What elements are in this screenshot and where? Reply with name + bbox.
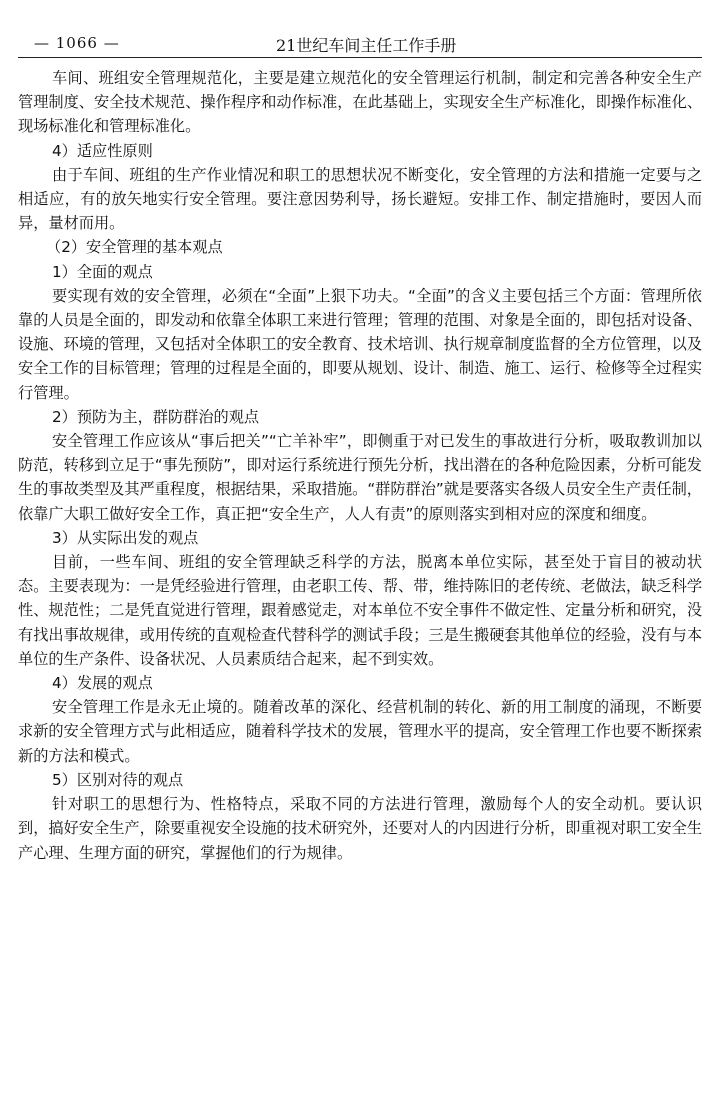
section-heading: 2）预防为主，群防群治的观点 — [52, 407, 260, 426]
page-number: — 1066 — — [34, 34, 120, 52]
section-heading: 1）全面的观点 — [52, 262, 153, 281]
section-heading: 4）适应性原则 — [52, 141, 153, 160]
header-rule — [18, 57, 702, 58]
paragraph: 由于车间、班组的生产作业情况和职工的思想状况不断变化，安全管理的方法和措施一定要与之相适应，有的放矢地实行安全管理。要注意因势利导，扬长避短。安排工作、制定措施时，要因人而异，量材而用。 — [18, 165, 702, 233]
running-title: 21世纪车间主任工作手册 — [276, 36, 457, 55]
paragraph: 目前，一些车间、班组的安全管理缺乏科学的方法，脱离本单位实际，甚至处于盲目的被动状态。主要表现为：一是凭经验进行管理，由老职工传、帮、带，维持陈旧的老传统、老做法，缺乏科学性、规范性；二是凭直觉进行管理，跟着感觉走，对本单位不安全事件不做定性、定量分析和研究，没有找出事故规律，或用传统的直观检查代替科学的测试手段；三是生搬硬套其他单位的经验，没有与本单位的生产条件、设备状况、人员素质结合起来，起不到实效。 — [18, 553, 702, 668]
section-heading: （2）安全管理的基本观点 — [46, 238, 223, 257]
section-heading: 3）从实际出发的观点 — [52, 528, 199, 547]
paragraph: 安全管理工作是永无止境的。随着改革的深化、经营机制的转化、新的用工制度的涌现，不断要求新的安全管理方式与此相适应，随着科学技术的发展，管理水平的提高，安全管理工作也要不断探索新的方法和模式。 — [18, 698, 702, 765]
section-heading: 5）区别对待的观点 — [52, 770, 184, 789]
page-header — [18, 30, 702, 54]
paragraph: 针对职工的思想行为、性格特点，采取不同的方法进行管理，激励每个人的安全动机。要认识到，搞好安全生产，除要重视安全设施的技术研究外，还要对人的内因进行分析，即重视对职工安全生产心理、生理方面的研究，掌握他们的行为规律。 — [18, 795, 702, 862]
paragraph: 车间、班组安全管理规范化，主要是建立规范化的安全管理运行机制，制定和完善各种安全生产管理制度、安全技术规范、操作程序和动作标准，在此基础上，实现安全生产标准化，即操作标准化、现场标准化和管理标准化。 — [18, 69, 702, 136]
section-heading: 4）发展的观点 — [52, 674, 153, 693]
paragraph: 安全管理工作应该从“事后把关”“亡羊补牢”，即侧重于对已发生的事故进行分析，吸取教训加以防范，转移到立足于“事先预防”，即对运行系统进行预先分析，找出潜在的各种危险因素，分析可能发生的事故类型及其严重程度，根据结果，采取措施。“群防群治”就是要落实各级人员安全生产责任制，依靠广大职工做好安全工作，真正把“安全生产，人人有责”的原则落实到相对应的深度和细度。 — [18, 432, 702, 523]
page-body — [18, 66, 702, 865]
paragraph: 要实现有效的安全管理，必须在“全面”上狠下功夫。“全面”的含义主要包括三个方面：管理所依靠的人员是全面的，即发动和依靠全体职工来进行管理；管理的范围、对象是全面的，即包括对设备、设施、环境的管理，又包括对全体职工的安全教育、技术培训、执行规章制度监督的全方位管理，以及安全工作的目标管理；管理的过程是全面的，即要从规划、设计、制造、施工、运行、检修等全过程实行管理。 — [18, 286, 702, 402]
